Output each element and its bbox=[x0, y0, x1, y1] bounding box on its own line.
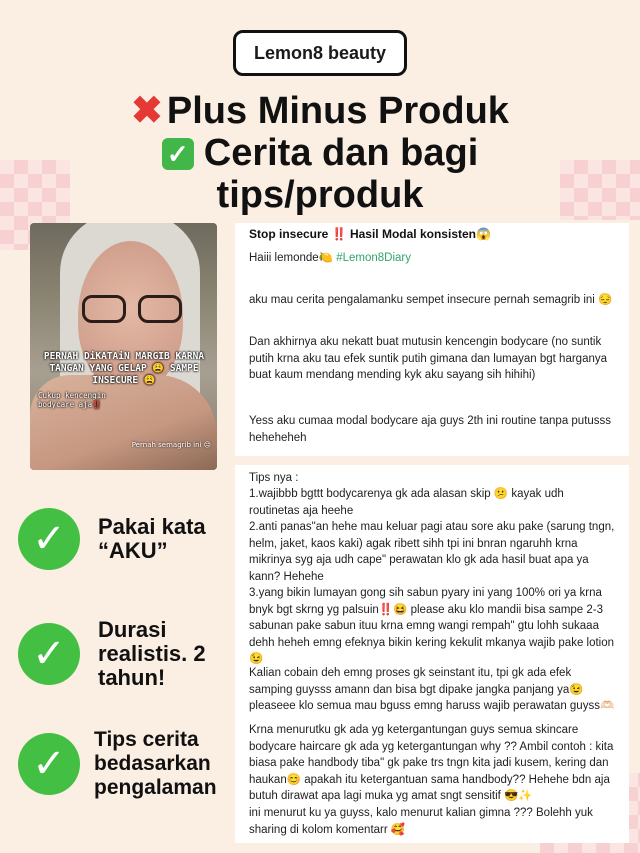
headline bbox=[0, 90, 640, 216]
tip-item: 1.wajibbb bgttt bodycarenya gk ada alasan skip 😕 kayak udh routinetas aja heehe bbox=[249, 488, 564, 517]
post-paragraph: aku mau cerita pengalamanku sempet insecure pernah semagrib ini 😔 bbox=[249, 294, 613, 306]
bullet-item bbox=[18, 728, 234, 800]
post-paragraph: Dan akhirnya aku nekatt buat mutusin kencengin bodycare (no suntik putih krna aku tau efek suntik putih gimana dan lumayan bgt harganya buat kaum mendang mending kyk aku sayang sih hihihi) bbox=[249, 336, 608, 381]
bullet-item bbox=[18, 618, 218, 690]
glasses-shape bbox=[82, 295, 182, 325]
check-mark-button-icon: ✓ bbox=[162, 138, 194, 170]
bullet-item bbox=[18, 508, 208, 570]
tips-heading: Tips nya : bbox=[249, 472, 299, 484]
bullet-text: Durasi realistis. 2 tahun! bbox=[98, 617, 206, 690]
post-greeting: Haiii lemonde🍋 #Lemon8Diary bbox=[249, 252, 411, 264]
check-circle-icon: ✓ bbox=[18, 508, 80, 570]
photo-caption-main: PERNAH DiKATAiN MARGIB KARNA TANGAN YANG GELAP 😩 SAMPE INSECURE 😩 bbox=[43, 351, 205, 386]
check-circle-icon: ✓ bbox=[18, 623, 80, 685]
headline-line-2: ✓ Cerita dan bagi bbox=[0, 132, 640, 174]
selfie-photo bbox=[30, 223, 217, 470]
hand-shape bbox=[30, 375, 217, 470]
post-panel-bottom bbox=[235, 465, 629, 843]
photo-caption-corner: Pernah semagrib ini 😔 bbox=[131, 441, 211, 449]
post-paragraph: ini menurut ku ya guyss, kalo menurut kalian gimna ??? Bolehh yuk sharing di kolom komentarr 🥰 bbox=[249, 807, 593, 836]
bullet-text: Pakai kata “AKU” bbox=[98, 514, 206, 563]
headline-line-3: tips/produk bbox=[216, 174, 424, 216]
post-paragraph: Kalian cobain deh emng proses gk seinstant itu, tpi gk ada efek samping guysss amann dan bisa bgt dipake jangka panjang ya😉 pleaseee klo semua mau bguss emng haruss wajib perawatan guyss🫶🏻 bbox=[249, 667, 615, 712]
cross-mark-icon: ✖ bbox=[131, 90, 163, 132]
post-paragraph: Yess aku cumaa modal bodycare aja guys 2th ini routine tanpa putusss heheheheh bbox=[249, 415, 612, 444]
headline-line-1: ✖ Plus Minus Produk bbox=[131, 90, 509, 132]
hashtag-link[interactable]: #Lemon8Diary bbox=[336, 252, 411, 264]
post-panel-top bbox=[235, 223, 629, 456]
tip-item: 2.anti panas"an hehe mau keluar pagi atau sore aku pake (sarung tngn, helm, jaket, kaos kaki) agak ribett sihh tpi ini bnran ngaruhh krna mikrinya syg aja udh cape" perawatan klo gk ada hasil buat apa ya kann? Hehehe bbox=[249, 521, 615, 583]
photo-caption-small: Cukup kencengin bodycare aja‼️ bbox=[38, 391, 106, 409]
post-paragraph: Krna menurutku gk ada yg ketergantungan guys semua skincare bodycare haircare gk ada yg ketergantungan why ?? Ambil contoh : kita biasa pake handbody tiba" gk pake trs tngn kita jadi kusem, kering dan haukan😊 apakah itu ketergantuan sama handbody?? Hehehe bdn aja butuh dirawat apa lagi muka yg amat sngt sensitif 😎✨ bbox=[249, 724, 614, 802]
bullet-text: Tips cerita bedasarkan pengalaman bbox=[94, 728, 217, 799]
post-title: Stop insecure ‼️ Hasil Modal konsisten😱 bbox=[249, 227, 491, 241]
brand-label: Lemon8 beauty bbox=[253, 42, 387, 63]
brand-badge bbox=[233, 30, 407, 76]
check-circle-icon: ✓ bbox=[18, 733, 80, 795]
tip-item: 3.yang bikin lumayan gong sih sabun pyary ini yang 100% ori ya krna bnyk bgt skrng yg palsuin‼️😆 please aku klo mandii bisa sampe 2-3 sabunan pake sabun ituu krna emng wangi rempah" gtu lohh sukaaa dehh heheh emng efeknya bikin kering kekulit mkanya wajib pake lotion 😉 bbox=[249, 587, 615, 665]
